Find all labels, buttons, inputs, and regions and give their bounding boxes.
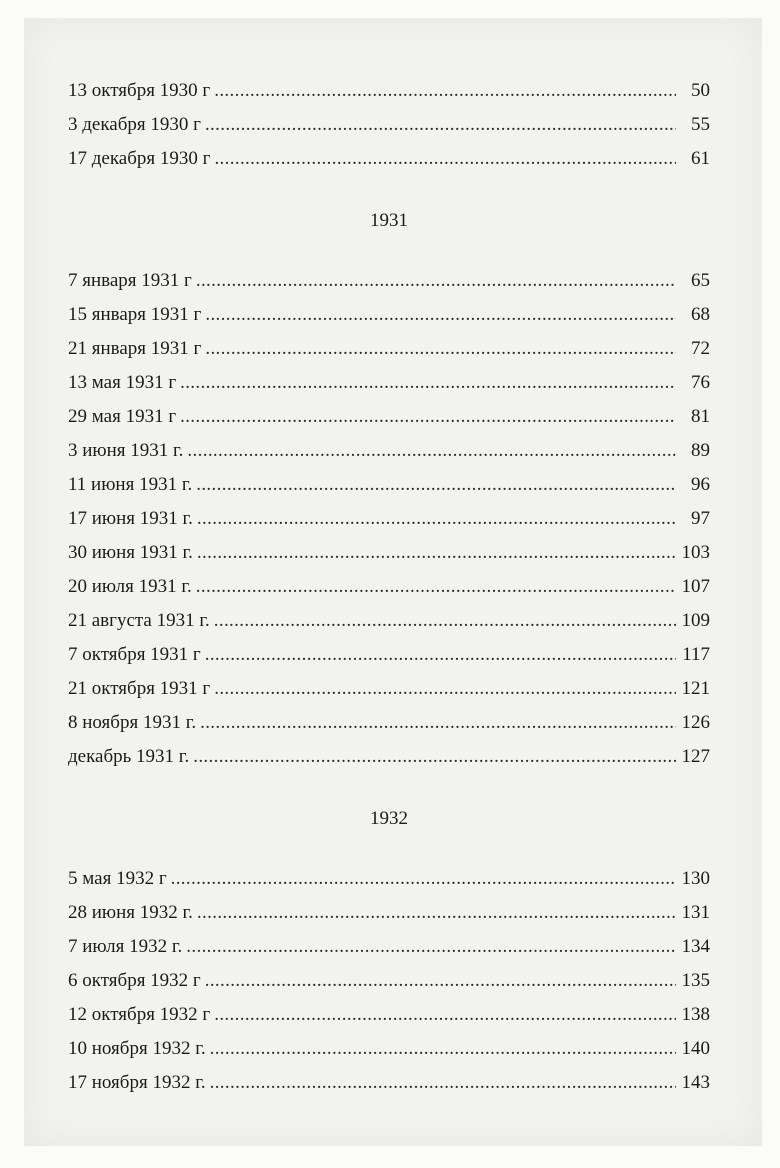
toc-entry — [68, 898, 710, 928]
toc-entry-label: 5 мая 1932 г — [68, 868, 167, 889]
dot-leader — [214, 674, 676, 704]
toc-entry-label: 7 июля 1932 г. — [68, 936, 183, 957]
toc-entry — [68, 504, 710, 534]
dot-leader — [196, 572, 676, 602]
toc-entry — [68, 1034, 710, 1064]
toc-entry — [68, 606, 710, 636]
toc-entry — [68, 470, 710, 500]
book-page — [24, 18, 762, 1146]
dot-leader — [193, 742, 676, 772]
dot-leader — [180, 402, 676, 432]
toc-entry-label: 8 ноября 1931 г. — [68, 712, 197, 733]
toc-entry — [68, 76, 710, 106]
dot-leader — [214, 144, 676, 174]
dot-leader — [205, 334, 676, 364]
toc-entry — [68, 572, 710, 602]
toc-entry-page: 55 — [691, 114, 710, 135]
toc-entry-page: 72 — [691, 338, 710, 359]
toc-entry-page: 130 — [681, 868, 710, 889]
dot-leader — [186, 932, 676, 962]
toc-entry-page: 89 — [691, 440, 710, 461]
toc-entry-page: 131 — [681, 902, 710, 923]
year-heading: 1932 — [370, 808, 408, 829]
toc-entry-label: 13 мая 1931 г — [68, 372, 177, 393]
toc-entry-page: 121 — [681, 678, 710, 699]
toc-entry-label: 17 июня 1931 г. — [68, 508, 193, 529]
dot-leader — [180, 368, 676, 398]
toc-entry-page: 109 — [681, 610, 710, 631]
toc-entry-page: 134 — [681, 936, 710, 957]
toc-entry-page: 140 — [681, 1038, 710, 1059]
dot-leader — [196, 266, 676, 296]
toc-entry-label: 21 октября 1931 г — [68, 678, 211, 699]
dot-leader — [196, 470, 676, 500]
toc-entry — [68, 864, 710, 894]
toc-entry-label: 6 октября 1932 г — [68, 970, 201, 991]
toc-entry — [68, 1000, 710, 1030]
toc-entry — [68, 368, 710, 398]
dot-leader — [210, 1034, 676, 1064]
dot-leader — [205, 110, 676, 140]
toc-entry-label: 3 декабря 1930 г — [68, 114, 201, 135]
toc-entry-label: 15 января 1931 г — [68, 304, 202, 325]
dot-leader — [197, 898, 676, 928]
dot-leader — [171, 864, 676, 894]
toc-entry-page: 50 — [691, 80, 710, 101]
toc-entry-page: 65 — [691, 270, 710, 291]
toc-entry-label: 28 июня 1932 г. — [68, 902, 193, 923]
toc-entry — [68, 708, 710, 738]
toc-entry-page: 103 — [681, 542, 710, 563]
dot-leader — [205, 966, 676, 996]
toc-entry — [68, 436, 710, 466]
toc-entry — [68, 266, 710, 296]
toc-entry-page: 138 — [681, 1004, 710, 1025]
toc-entry — [68, 932, 710, 962]
toc-entry-label: 20 июля 1931 г. — [68, 576, 192, 597]
dot-leader — [197, 504, 676, 534]
dot-leader — [214, 606, 676, 636]
toc-entry-page: 81 — [691, 406, 710, 427]
dot-leader — [205, 300, 676, 330]
dot-leader — [214, 76, 676, 106]
toc-entry — [68, 966, 710, 996]
toc-entry-label: 12 октября 1932 г — [68, 1004, 211, 1025]
toc-entry — [68, 538, 710, 568]
toc-entry — [68, 1068, 710, 1098]
toc-entry-page: 135 — [681, 970, 710, 991]
dot-leader — [200, 708, 676, 738]
toc-entry-label: 21 августа 1931 г. — [68, 610, 210, 631]
toc-entry-page: 143 — [681, 1072, 710, 1093]
toc-entry-label: 17 ноября 1932 г. — [68, 1072, 206, 1093]
toc-entry — [68, 402, 710, 432]
dot-leader — [214, 1000, 676, 1030]
toc-entry — [68, 674, 710, 704]
toc-entry-page: 97 — [691, 508, 710, 529]
toc-entry-label: 7 октября 1931 г — [68, 644, 201, 665]
dot-leader — [197, 538, 676, 568]
toc-entry-page: 76 — [691, 372, 710, 393]
dot-leader — [187, 436, 676, 466]
toc-entry-label: 29 мая 1931 г — [68, 406, 177, 427]
toc-entry-label: 13 октября 1930 г — [68, 80, 211, 101]
toc-entry — [68, 742, 710, 772]
toc-entry-label: 7 января 1931 г — [68, 270, 192, 291]
toc-entry-label: 21 января 1931 г — [68, 338, 202, 359]
toc-entry — [68, 640, 710, 670]
toc-entry-page: 61 — [691, 148, 710, 169]
toc-entry-page: 117 — [682, 644, 710, 665]
toc-entry-label: 17 декабря 1930 г — [68, 148, 211, 169]
toc-entry-page: 127 — [681, 746, 710, 767]
toc-entry — [68, 110, 710, 140]
toc-entry — [68, 300, 710, 330]
toc-entry — [68, 144, 710, 174]
toc-entry-page: 107 — [681, 576, 710, 597]
toc-entry-label: 10 ноября 1932 г. — [68, 1038, 206, 1059]
toc-entry — [68, 334, 710, 364]
dot-leader — [205, 640, 676, 670]
toc-entry-label: 30 июня 1931 г. — [68, 542, 193, 563]
toc-entry-page: 126 — [681, 712, 710, 733]
toc-entry-page: 68 — [691, 304, 710, 325]
toc-entry-label: 11 июня 1931 г. — [68, 474, 193, 495]
toc-entry-label: 3 июня 1931 г. — [68, 440, 184, 461]
toc-entry-page: 96 — [691, 474, 710, 495]
year-heading: 1931 — [370, 210, 408, 231]
dot-leader — [210, 1068, 676, 1098]
toc-entry-label: декабрь 1931 г. — [68, 746, 190, 767]
